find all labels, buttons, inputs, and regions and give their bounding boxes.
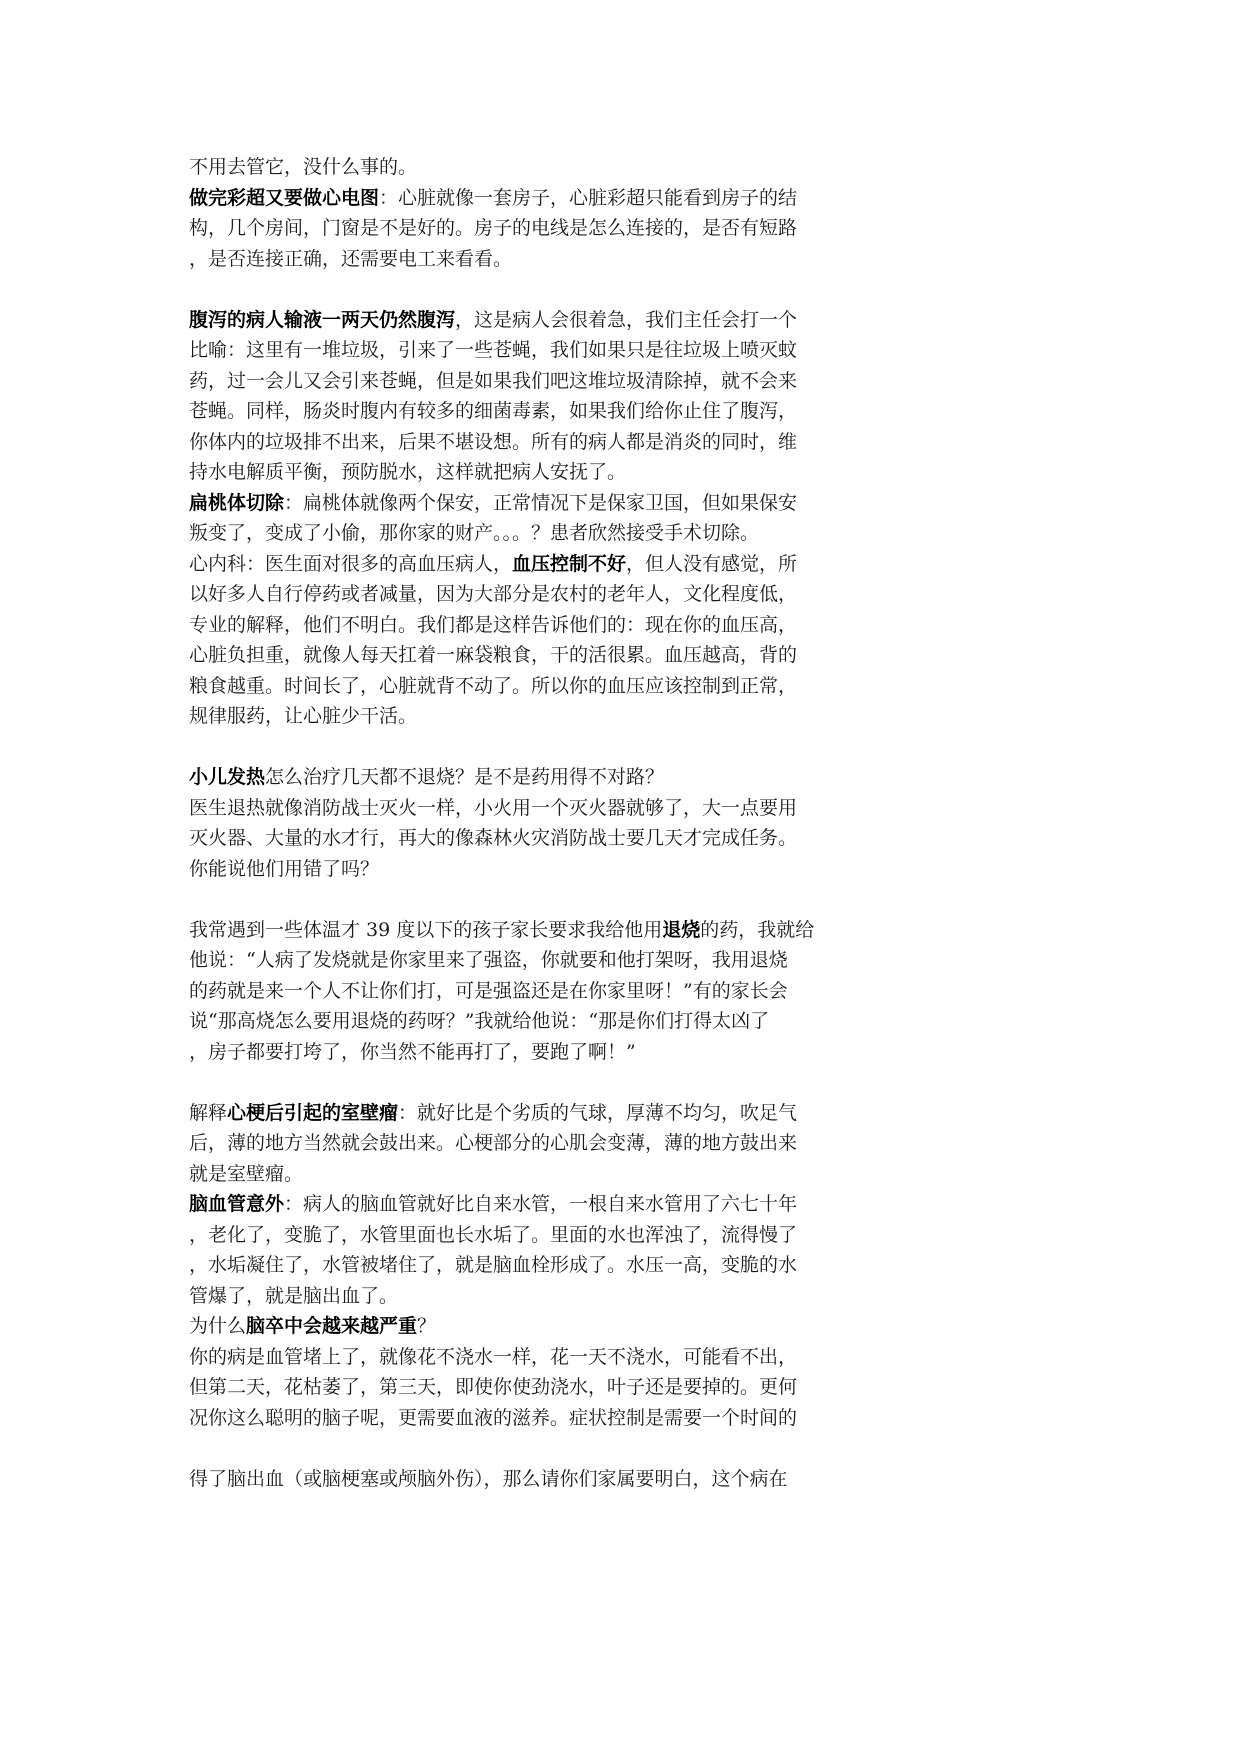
text-line (189, 1403, 909, 1434)
text-line (189, 183, 909, 214)
text-run: 管爆了，就是脑出血了。 (189, 1284, 399, 1307)
text-line (189, 366, 909, 397)
text-run: 的药，我就给 (700, 918, 815, 941)
text-line (189, 335, 909, 366)
bold-term: 腹泻的病人输液一两天仍然腹泻 (189, 308, 456, 331)
text-run: ：心脏就像一套房子，心脏彩超只能看到房子的结 (379, 186, 798, 209)
text-line (189, 915, 909, 946)
text-run: 专业的解释，他们不明白。我们都是这样告诉他们的：现在你的血压高， (189, 613, 798, 636)
text-run: ：病人的脑血管就好比自来水管，一根自来水管用了六七十年 (284, 1193, 798, 1215)
text-run: 后，薄的地方当然就会鼓出来。心梗部分的心肌会变薄，薄的地方鼓出来 (189, 1132, 798, 1154)
text-line (189, 1037, 909, 1068)
text-run: ，是否连接正确，还需要电工来看看。 (189, 247, 513, 270)
text-run: 医生退热就像消防战士灭火一样，小火用一个灭火器就够了，大一点要用 (189, 796, 798, 819)
text-run: 我常遇到一些体温才 39 度以下的孩子家长要求我给他用 (189, 918, 663, 941)
text-line (189, 457, 909, 488)
bold-term: 小儿发热 (189, 766, 266, 788)
text-line (189, 1372, 909, 1403)
text-line (189, 152, 909, 183)
text-line (189, 488, 909, 519)
text-run: 他说：“人病了发烧就是你家里来了强盗，你就要和他打架呀，我用退烧 (189, 949, 788, 971)
text-line (189, 1098, 909, 1129)
text-run: 规律服药，让心脏少干活。 (189, 705, 418, 727)
text-line (189, 518, 909, 549)
text-line (189, 427, 909, 458)
text-run: ？ (417, 1315, 437, 1337)
text-run: 苍蝇。同样，肠炎时腹内有较多的细菌毒素，如果我们给你止住了腹泻， (189, 400, 798, 422)
text-run: 你体内的垃圾排不出来，后果不堪设想。所有的病人都是消炎的同时，维 (189, 430, 798, 453)
bold-term: 退烧 (662, 918, 701, 941)
paragraph-gap (189, 274, 909, 305)
bold-term: 做完彩超又要做心电图 (189, 186, 380, 209)
text-run: 叛变了，变成了小偷，那你家的财产。。。？患者欣然接受手术切除。 (189, 522, 760, 544)
bold-term: 脑卒中会越来越严重 (246, 1315, 418, 1337)
text-run: 解释 (189, 1101, 228, 1124)
text-line (189, 701, 909, 732)
text-run: 心内科：医生面对很多的高血压病人， (189, 552, 513, 575)
text-line (189, 1189, 909, 1220)
text-line (189, 671, 909, 702)
text-line (189, 549, 909, 580)
text-run: 构，几个房间，门窗是不是好的。房子的电线是怎么连接的，是否有短路 (189, 217, 798, 239)
text-run: ，老化了，变脆了，水管里面也长水垢了。里面的水也浑浊了，流得慢了 (189, 1223, 798, 1246)
text-line (189, 244, 909, 275)
text-line (189, 854, 909, 885)
paragraph-gap (189, 1067, 909, 1098)
paragraph-gap (189, 884, 909, 915)
text-line (189, 945, 909, 976)
text-run: 比喻：这里有一堆垃圾，引来了一些苍蝇，我们如果只是往垃圾上喷灭蚊 (189, 339, 798, 361)
text-line (189, 610, 909, 641)
text-line (189, 976, 909, 1007)
text-run: 心脏负担重，就像人每天扛着一麻袋粮食，干的活很累。血压越高，背的 (189, 644, 798, 666)
text-run: 持水电解质平衡，预防脱水，这样就把病人安抚了。 (189, 461, 627, 483)
text-line (189, 823, 909, 854)
text-run: 就是室壁瘤。 (189, 1162, 304, 1185)
text-run: ：就好比是个劣质的气球，厚薄不均匀，吹足气 (398, 1101, 798, 1124)
text-run: ，但人没有感觉，所 (626, 552, 798, 575)
bold-term: 脑血管意外 (189, 1193, 285, 1215)
text-run: 粮食越重。时间长了，心脏就背不动了。所以你的血压应该控制到正常， (189, 674, 798, 697)
text-line (189, 1159, 909, 1190)
text-run: 不用去管它，没什么事的。 (189, 156, 418, 178)
bold-term: 心梗后引起的室壁瘤 (227, 1101, 399, 1124)
text-run: 但第二天，花枯萎了，第三天，即使你使劲浇水，叶子还是要掉的。更何 (189, 1376, 798, 1398)
text-run: ，这是病人会很着急，我们主任会打一个 (455, 308, 798, 331)
text-run: 药，过一会儿又会引来苍蝇，但是如果我们吧这堆垃圾清除掉，就不会来 (189, 369, 798, 392)
text-run: 你的病是血管堵上了，就像花不浇水一样，花一天不浇水，可能看不出， (189, 1345, 798, 1368)
text-run: 说“那高烧怎么要用退烧的药呀？”我就给他说：“那是你们打得太凶了 (189, 1010, 770, 1032)
bold-term: 扁桃体切除 (189, 491, 285, 514)
text-line (189, 1128, 909, 1159)
paragraph-gap (189, 732, 909, 763)
text-run: 的药就是来一个人不让你们打，可是强盗还是在你家里呀！”有的家长会 (189, 979, 788, 1002)
text-line (189, 396, 909, 427)
text-line (189, 1311, 909, 1342)
text-line (189, 1250, 909, 1281)
bold-term: 血压控制不好 (512, 552, 627, 575)
text-line (189, 1006, 909, 1037)
text-run: 为什么 (189, 1315, 247, 1337)
text-run: ：扁桃体就像两个保安，正常情况下是保家卫国，但如果保安 (284, 491, 798, 514)
text-run: ，房子都要打垮了，你当然不能再打了，要跑了啊！” (189, 1040, 636, 1063)
text-run: 以好多人自行停药或者减量，因为大部分是农村的老年人，文化程度低， (189, 583, 798, 605)
text-run: 怎么治疗几天都不退烧？是不是药用得不对路？ (265, 766, 665, 788)
text-line (189, 640, 909, 671)
text-line (189, 305, 909, 336)
text-line (189, 579, 909, 610)
text-line (189, 793, 909, 824)
paragraph-gap (189, 1433, 909, 1464)
text-run: 灭火器、大量的水才行，再大的像森林火灾消防战士要几天才完成任务。 (189, 827, 798, 849)
text-run: 况你这么聪明的脑子呢，更需要血液的滋养。症状控制是需要一个时间的 (189, 1406, 798, 1429)
text-line (189, 1342, 909, 1373)
text-run: 得了脑出血（或脑梗塞或颅脑外伤），那么请你们家属要明白，这个病在 (189, 1467, 788, 1490)
text-line (189, 213, 909, 244)
text-line (189, 762, 909, 793)
text-run: 你能说他们用错了吗？ (189, 857, 380, 880)
document-body (189, 152, 909, 1494)
text-line (189, 1281, 909, 1312)
text-line (189, 1220, 909, 1251)
text-line (189, 1464, 909, 1495)
text-run: ，水垢凝住了，水管被堵住了，就是脑血栓形成了。水压一高，变脆的水 (189, 1254, 798, 1276)
